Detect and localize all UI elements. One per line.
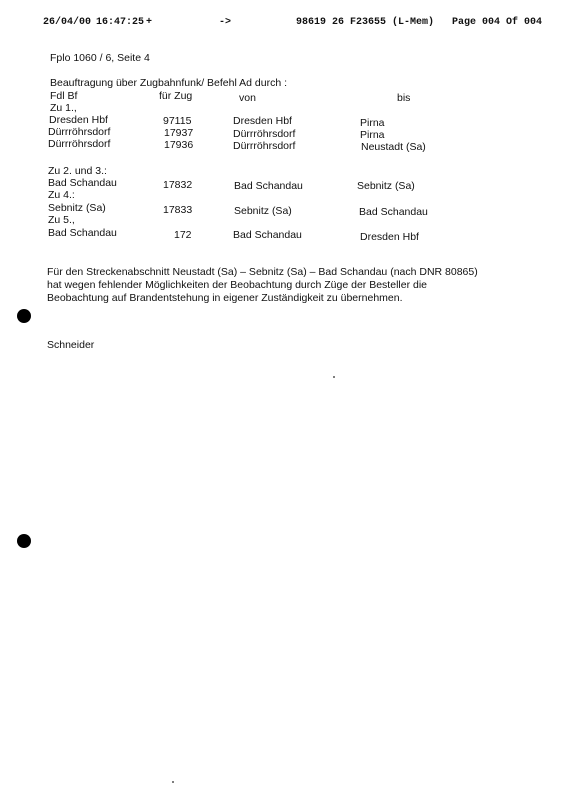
cell-zug: 17937 bbox=[164, 127, 194, 139]
cell-fdl: Dürrröhrsdorf bbox=[48, 126, 111, 138]
cell-bis: Pirna bbox=[360, 129, 385, 141]
fax-number: 98619 26 F23655 (L-Mem) bbox=[296, 17, 435, 28]
cell-von: Dürrröhrsdorf bbox=[233, 140, 296, 152]
instruction-paragraph bbox=[47, 266, 517, 305]
cell-bis: Pirna bbox=[360, 117, 385, 129]
group-label: Zu 2. und 3.: bbox=[48, 165, 107, 177]
intro-line: Beauftragung über Zugbahnfunk/ Befehl Ad durch : bbox=[50, 77, 288, 89]
column-header-zug: für Zug bbox=[159, 90, 193, 102]
cell-von: Dürrröhrsdorf bbox=[233, 128, 296, 140]
cell-bis: Sebnitz (Sa) bbox=[357, 180, 415, 192]
cell-von: Dresden Hbf bbox=[233, 115, 292, 127]
fax-arrow: -> bbox=[219, 17, 232, 28]
cell-bis: Bad Schandau bbox=[359, 206, 428, 218]
column-header-fdl: Fdl Bf bbox=[50, 90, 78, 102]
column-header-von: von bbox=[239, 92, 256, 104]
cell-zug: 17936 bbox=[164, 139, 194, 151]
document-reference: Fplo 1060 / 6, Seite 4 bbox=[50, 52, 150, 64]
cell-von: Bad Schandau bbox=[233, 229, 302, 241]
column-header-bis: bis bbox=[397, 92, 411, 104]
fax-plus: + bbox=[146, 17, 153, 28]
cell-zug: 172 bbox=[174, 229, 192, 241]
group-label: Zu 5., bbox=[48, 214, 75, 226]
paragraph-line: hat wegen fehlender Möglichkeiten der Beobachtung durch Züge der Besteller die bbox=[47, 279, 427, 291]
cell-zug: 97115 bbox=[163, 115, 192, 127]
paragraph-line: Beobachtung auf Brandentstehung in eigener Zuständigkeit zu übernehmen. bbox=[47, 292, 403, 304]
cell-fdl: Dresden Hbf bbox=[49, 114, 108, 126]
cell-bis: Neustadt (Sa) bbox=[361, 141, 426, 153]
scan-speck bbox=[172, 781, 174, 783]
scan-speck bbox=[333, 376, 335, 378]
cell-fdl: Bad Schandau bbox=[48, 227, 117, 239]
fax-date: 26/04/00 bbox=[43, 17, 92, 28]
punch-hole bbox=[17, 534, 31, 548]
cell-bis: Dresden Hbf bbox=[360, 231, 419, 243]
cell-zug: 17832 bbox=[163, 179, 193, 191]
cell-fdl: Bad Schandau bbox=[48, 177, 117, 189]
fax-time: 16:47:25 bbox=[96, 17, 145, 28]
group-label: Zu 1., bbox=[50, 102, 77, 114]
punch-hole bbox=[17, 309, 31, 323]
cell-zug: 17833 bbox=[163, 204, 193, 216]
cell-von: Sebnitz (Sa) bbox=[234, 205, 292, 217]
signature-name: Schneider bbox=[47, 339, 95, 351]
paragraph-line: Für den Streckenabschnitt Neustadt (Sa) – Sebnitz (Sa) – Bad Schandau (nach DNR 80865) bbox=[47, 266, 478, 278]
group-label: Zu 4.: bbox=[48, 189, 75, 201]
cell-von: Bad Schandau bbox=[234, 180, 303, 192]
cell-fdl: Dürrröhrsdorf bbox=[48, 138, 111, 150]
fax-page: Page 004 Of 004 bbox=[452, 17, 543, 28]
cell-fdl: Sebnitz (Sa) bbox=[48, 202, 106, 214]
